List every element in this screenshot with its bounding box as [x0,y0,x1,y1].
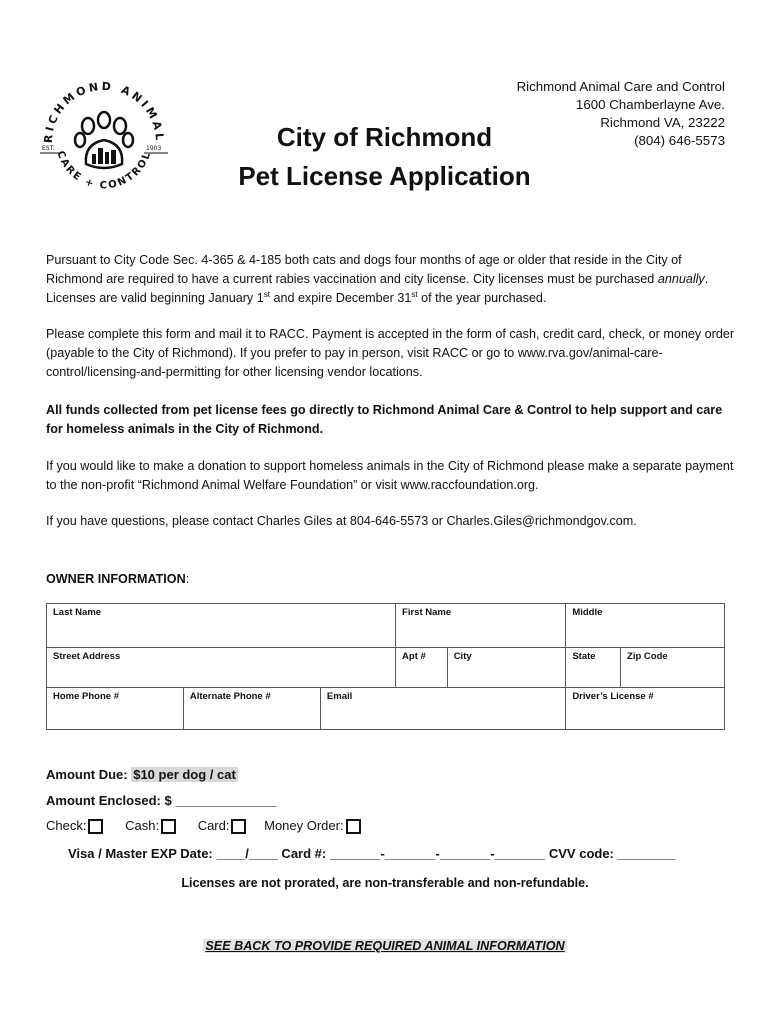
zip-code-label: Zip Code [627,651,668,662]
owner-heading-text: OWNER INFORMATION [46,572,186,586]
money-order-label: Money Order: [264,818,344,833]
intro-p1-text-d: of the year purchased. [417,291,547,305]
zip-code-field[interactable] [621,648,725,688]
amount-due-label: Amount Due: [46,767,132,782]
intro-paragraph-2: Please complete this form and mail it to RACC. Payment is accepted in the form of cash, credit card, check, or money order (payable to the City of Richmond). If you prefer to pay in person, visit RACC or go to www.rva.gov/animal-care-control/licensing-and-permitting for other licensing vendor locations. [46,327,735,379]
intro-p1-text-c: and expire December 31 [269,291,412,305]
intro-p1-italic: annually [657,272,705,286]
cash-checkbox[interactable] [161,819,176,834]
state-label: State [572,651,596,662]
title-line-1: City of Richmond [276,122,493,152]
address-line-1: Richmond Animal Care and Control [516,79,725,94]
address-line-4: (804) 646-5573 [634,133,725,148]
intro-p1-sup-1: st [263,289,270,299]
check-label: Check: [46,818,87,833]
middle-label: Middle [572,607,603,618]
city-field[interactable] [447,648,566,688]
page-title [212,118,557,196]
drivers-license-label: Driver’s License # [572,691,654,702]
owner-heading-colon: : [185,572,190,586]
email-field[interactable] [320,688,565,730]
logo-arc-top: RICHMOND ANIMAL [41,79,167,144]
intro-paragraph-4: If you would like to make a donation to support homeless animals in the City of Richmond please make a separate payment to the non-profit “Richmond Animal Welfare Foundation” or visit www.raccfoundation.org. [46,459,734,492]
intro-p1-text-b: . Licenses are valid beginning January 1 [46,272,709,305]
first-name-label: First Name [402,607,452,618]
intro-paragraph-3: All funds collected from pet license fees go directly to Richmond Animal Care & Control to help support and care for homeless animals in the City of Richmond. [46,403,723,436]
home-phone-label: Home Phone # [53,691,119,702]
apt-field[interactable] [396,648,448,688]
amount-due [46,767,238,782]
middle-name-field[interactable] [566,604,725,648]
address-block [517,78,725,150]
city-label: City [453,651,472,662]
logo-est-left: EST. [42,145,55,152]
owner-info-table [46,603,725,730]
home-phone-field[interactable] [47,688,184,730]
money-order-checkbox[interactable] [346,819,361,834]
see-back-text: SEE BACK TO PROVIDE REQUIRED ANIMAL INFORMATION [205,939,565,953]
logo-est-right: 1903 [146,145,162,152]
state-field[interactable] [566,648,621,688]
logo-arc-bottom: CARE + CONTROL [54,149,154,192]
paw-print-icon [75,112,133,168]
check-checkbox[interactable] [88,819,103,834]
card-details-line[interactable]: Visa / Master EXP Date: ____/____ Card #: _______-_______-_______-_______ CVV code: ________ [68,846,676,861]
address-line-3: Richmond VA, 23222 [600,115,725,130]
intro-p1-text-a: Pursuant to City Code Sec. 4-365 & 4-185 both cats and dogs four months of age or older that reside in the City of Richmond are required to have a current rabies vaccination and city license. City licenses must be purchased [46,253,682,286]
alternate-phone-field[interactable] [183,688,320,730]
intro-p1-sup-2: st [411,289,418,299]
street-address-field[interactable] [47,648,396,688]
card-checkbox[interactable] [231,819,246,834]
last-name-field[interactable] [47,604,396,648]
amount-due-value: $10 per dog / cat [133,767,236,782]
email-label: Email [326,691,353,702]
drivers-license-field[interactable] [566,688,725,730]
racc-logo [28,68,180,216]
street-address-label: Street Address [53,651,121,662]
first-name-field[interactable] [396,604,566,648]
payment-method-row [46,818,365,834]
address-line-2: 1600 Chamberlayne Ave. [575,97,725,112]
title-line-2: Pet License Application [238,161,531,191]
last-name-label: Last Name [53,607,102,618]
apt-label: Apt # [402,651,426,662]
amount-enclosed: Amount Enclosed: $ ______________ [46,793,277,808]
city-skyline-icon [92,148,116,164]
svg-text:CARE + CONTROL [54,149,153,191]
intro-paragraph-1 [46,251,736,308]
intro-paragraph-5: If you have questions, please contact Charles Giles at 804-646-5573 or Charles.Giles@richmondgov.com. [46,514,637,528]
license-notice: Licenses are not prorated, are non-transferable and non-refundable. [181,876,589,890]
card-label: Card: [197,818,230,833]
see-back-notice [0,939,770,953]
cash-label: Cash: [125,818,160,833]
owner-info-heading [46,572,189,586]
alternate-phone-label: Alternate Phone # [189,691,271,702]
